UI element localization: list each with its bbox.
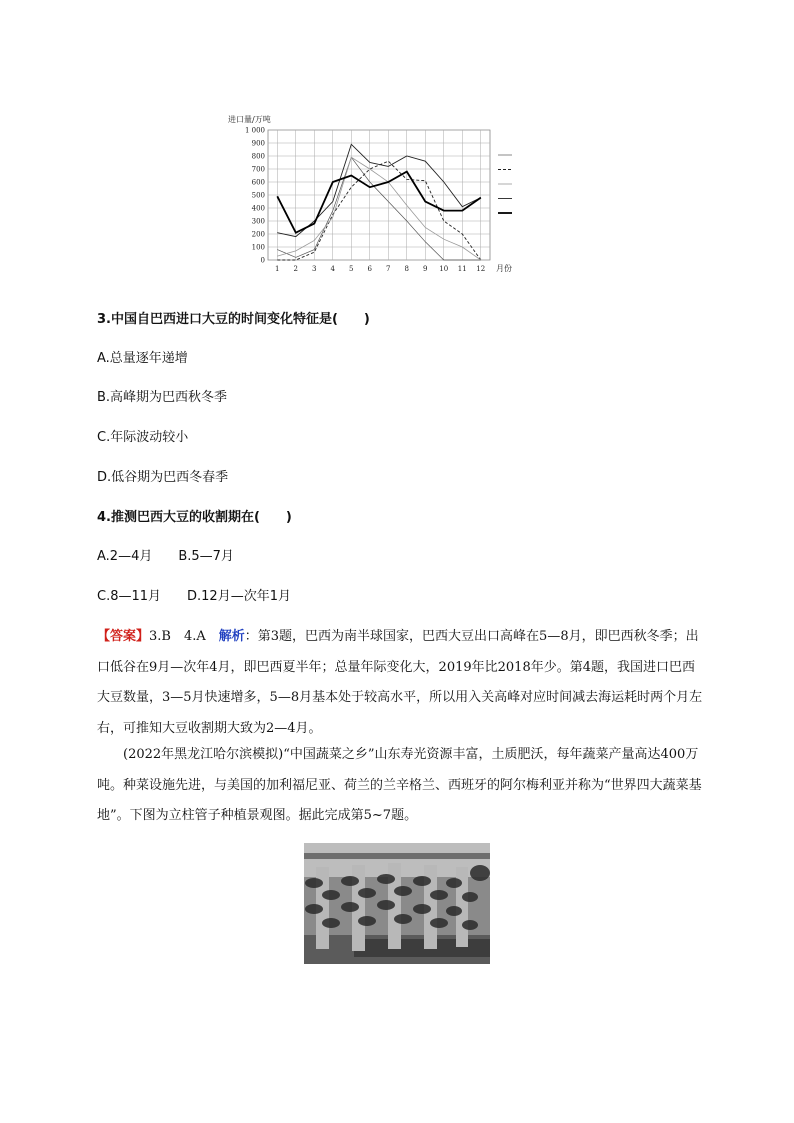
analysis-label: 解析 — [218, 629, 245, 644]
x-tick-label: 5 — [349, 265, 354, 273]
x-tick-label: 9 — [423, 265, 428, 273]
x-tick-label: 4 — [330, 265, 335, 273]
y-tick-label: 100 — [251, 243, 265, 252]
question-4-stem: 4.推测巴西大豆的收割期在( ) — [97, 510, 292, 525]
y-tick-labels — [245, 127, 265, 265]
q4-options-cd: C.8—11月 D.12月—次年1月 — [97, 589, 291, 604]
answer-explanation — [97, 622, 707, 744]
analysis-text: ：第3题，巴西为南半球国家，巴西大豆出口高峰在5—8月，即巴西秋冬季；出口低谷在9月—次年4月，即巴西夏半年；总量年际变化大，2019年比2018年少。第4题，我国进口巴西大豆数量，3—5月快速增多，5—8月基本处于较高水平，所以用入关高峰对应时间减去海运耗时两个月左右，可推知大豆收割期大致为2—4月。 — [97, 629, 703, 736]
x-tick-labels — [275, 265, 485, 273]
x-tick-label: 2 — [293, 265, 298, 273]
y-tick-label: 400 — [251, 204, 265, 213]
series-line-2018年 — [277, 144, 481, 236]
answer-choices: 3.B 4.A — [149, 629, 219, 644]
y-tick-label: 200 — [251, 230, 265, 239]
question-3-stem: 3.中国自巴西进口大豆的时间变化特征是( ) — [97, 312, 370, 327]
soybean-import-chart — [228, 110, 518, 280]
y-tick-label: 600 — [251, 178, 265, 187]
y-tick-label: 300 — [251, 217, 265, 226]
y-axis-label: 进口量/万吨 — [228, 115, 271, 124]
q3-option-c: C.年际波动较小 — [97, 430, 189, 445]
q3-option-d: D.低谷期为巴西冬春季 — [97, 470, 229, 485]
x-tick-label: 7 — [386, 265, 391, 273]
y-tick-label: 1 000 — [244, 126, 265, 135]
series-line-2017年 — [277, 157, 481, 260]
vegetable-column-photo — [304, 843, 490, 964]
x-tick-label: 12 — [476, 265, 486, 273]
x-tick-label: 10 — [439, 265, 449, 273]
x-tick-label: 6 — [367, 265, 372, 273]
y-tick-label: 0 — [260, 256, 265, 265]
x-axis-label: 月份 — [496, 264, 512, 273]
x-tick-label: 3 — [312, 265, 317, 273]
chart-legend — [498, 155, 512, 213]
y-tick-label: 700 — [251, 165, 265, 174]
y-tick-label: 900 — [251, 139, 265, 148]
series-line-2019年 — [277, 172, 481, 233]
reading-passage: (2022年黑龙江哈尔滨模拟)“中国蔬菜之乡”山东寿光资源丰富，土质肥沃，每年蔬菜产量高达400万吨。种菜设施先进，与美国的加利福尼亚、荷兰的兰辛格兰、西班牙的阿尔梅利亚并称为“世界四大蔬菜基地”。下图为立柱管子种植景观图。据此完成第5~7题。 — [97, 747, 702, 823]
q3-option-b: B.高峰期为巴西秋冬季 — [97, 390, 228, 405]
q4-options-ab: A.2—4月 B.5—7月 — [97, 549, 234, 564]
y-tick-label: 800 — [251, 152, 265, 161]
x-tick-label: 11 — [457, 265, 467, 273]
y-tick-label: 500 — [251, 191, 265, 200]
chart-series — [277, 144, 481, 260]
x-tick-label: 8 — [404, 265, 409, 273]
x-tick-label: 1 — [275, 265, 280, 273]
q3-option-a: A.总量逐年递增 — [97, 351, 188, 366]
answer-tag: 【答案】 — [97, 629, 150, 644]
chart-grid — [268, 130, 490, 260]
